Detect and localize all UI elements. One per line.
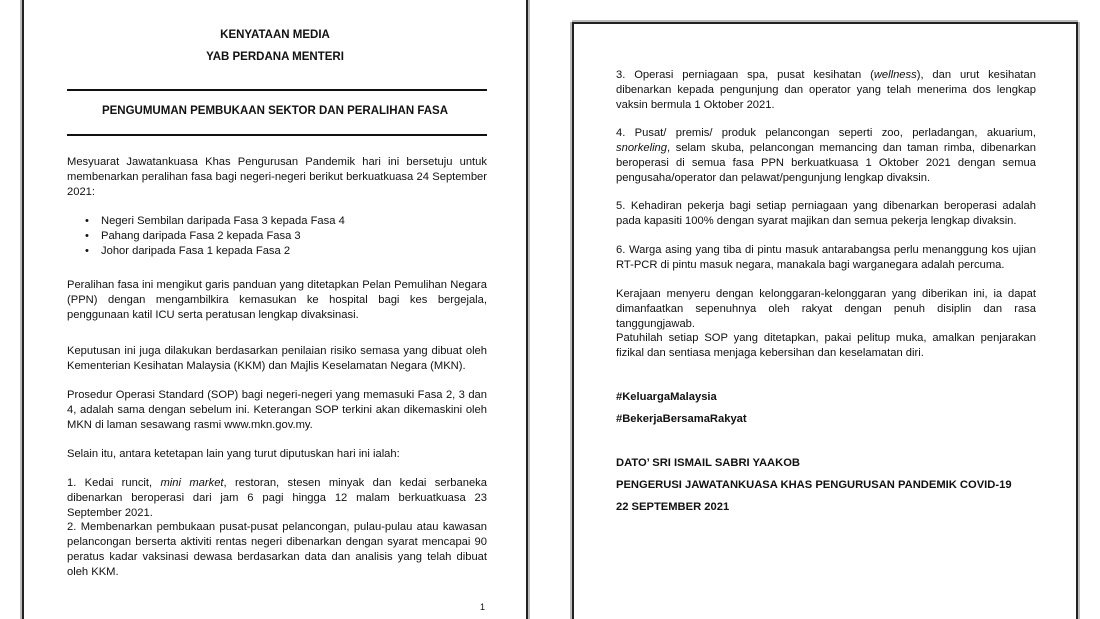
signatory-position: PENGERUSI JAWATANKUASA KHAS PENGURUSAN PANDEMIK COVID-19 xyxy=(616,479,1012,491)
decision-item-1: 1. Kedai runcit, mini market, restoran, stesen minyak dan kedai serbaneka dibenarkan beroperasi dari jam 6 pagi hingga 12 malam berkuatkuasa 23 September 2021. xyxy=(67,477,487,519)
hashtag-keluarga-malaysia: #KeluargaMalaysia xyxy=(616,391,717,403)
divider-bottom xyxy=(67,134,487,136)
government-appeal-paragraph: Kerajaan menyeru dengan kelonggaran-kelonggaran yang diberikan ini, ia dapat dimanfaatkan sepenuhnya oleh rakyat dengan penuh disiplin dan rasa tanggungjawab. xyxy=(616,288,1036,330)
divider-top xyxy=(67,89,487,91)
list-item: • Pahang daripada Fasa 2 kepada Fasa 3 xyxy=(67,229,487,244)
statement-date: 22 SEPTEMBER 2021 xyxy=(616,501,730,513)
sop-paragraph: Prosedur Operasi Standard (SOP) bagi negeri-negeri yang memasuki Fasa 2, 3 dan 4, adalah sama dengan sebelum ini. Keterangan SOP terkini akan dikemaskini oleh MKN di laman sesawang rasmi www.mkn.gov.my. xyxy=(67,389,487,431)
sop-compliance-paragraph: Patuhilah setiap SOP yang ditetapkan, pakai pelitup muka, amalkan penjarakan fizikal dan sentiasa menjaga kebersihan dan keselamatan diri. xyxy=(616,332,1036,359)
decision-item-4: 4. Pusat/ premis/ produk pelancongan seperti zoo, perladangan, akuarium, snorkeling, selam skuba, pelancongan memancing dan taman rimba, dibenarkan beroperasi di semua fasa PPN berkuatkuasa 1 Oktober 2021 dengan semua pengusaha/operator dan pelawat/pengunjung lengkap divaksin. xyxy=(616,127,1036,184)
other-decisions-paragraph: Selain itu, antara ketetapan lain yang turut diputuskan hari ini ialah: xyxy=(67,448,400,460)
prime-minister-heading: YAB PERDANA MENTERI xyxy=(206,51,344,63)
signatory-name: DATO’ SRI ISMAIL SABRI YAAKOB xyxy=(616,457,801,469)
announcement-title: PENGUMUMAN PEMBUKAAN SEKTOR DAN PERALIHAN FASA xyxy=(101,105,449,117)
decision-item-2: 2. Membenarkan pembukaan pusat-pusat pelancongan, pulau-pulau atau kawasan pelancongan berserta aktiviti rentas negeri dibenarkan dengan syarat mencapai 90 peratus kadar vaksinasi dewasa berdasarkan data dan analisis yang telah dibuat oleh KKM. xyxy=(67,521,487,578)
list-item: • Johor daripada Fasa 1 kepada Fasa 2 xyxy=(67,244,487,259)
risk-assessment-paragraph: Keputusan ini juga dilakukan berdasarkan penilaian risiko semasa yang dibuat oleh Kementerian Kesihatan Malaysia (KKM) dan Majlis Keselamatan Negara (MKN). xyxy=(67,345,487,372)
decision-item-3: 3. Operasi perniagaan spa, pusat kesihatan (wellness), dan urut kesihatan dibenarkan kepada pengunjung dan operator yang telah menerima dos lengkap vaksin bermula 1 Oktober 2021. xyxy=(616,69,1036,111)
list-item: • Negeri Sembilan daripada Fasa 3 kepada Fasa 4 xyxy=(67,214,487,229)
ppn-paragraph: Peralihan fasa ini mengikut garis panduan yang ditetapkan Pelan Pemulihan Negara (PPN) dengan mengambilkira kemasukan ke hospital bagi kes bergejala, penggunaan katil ICU serta peratusan lengkap divaksinasi. xyxy=(67,279,487,321)
hashtag-bekerja-bersama-rakyat: #BekerjaBersamaRakyat xyxy=(616,413,747,425)
document-page-2 xyxy=(572,22,1078,619)
document-page-1 xyxy=(22,0,528,619)
phase-transition-list xyxy=(67,214,487,259)
intro-paragraph: Mesyuarat Jawatankuasa Khas Pengurusan Pandemik hari ini bersetuju untuk membenarkan peralihan fasa bagi negeri-negeri berikut berkuatkuasa 24 September 2021: xyxy=(67,156,487,198)
decision-item-6: 6. Warga asing yang tiba di pintu masuk antarabangsa perlu menanggung kos ujian RT-PCR di pintu masuk negara, manakala bagi warganegara adalah percuma. xyxy=(616,244,1036,271)
decision-item-5: 5. Kehadiran pekerja bagi setiap perniagaan yang dibenarkan beroperasi adalah pada kapasiti 100% dengan syarat majikan dan semua pekerja lengkap divaksin. xyxy=(616,200,1036,227)
page-number: 1 xyxy=(480,602,486,612)
media-statement-heading: KENYATAAN MEDIA xyxy=(220,29,330,41)
